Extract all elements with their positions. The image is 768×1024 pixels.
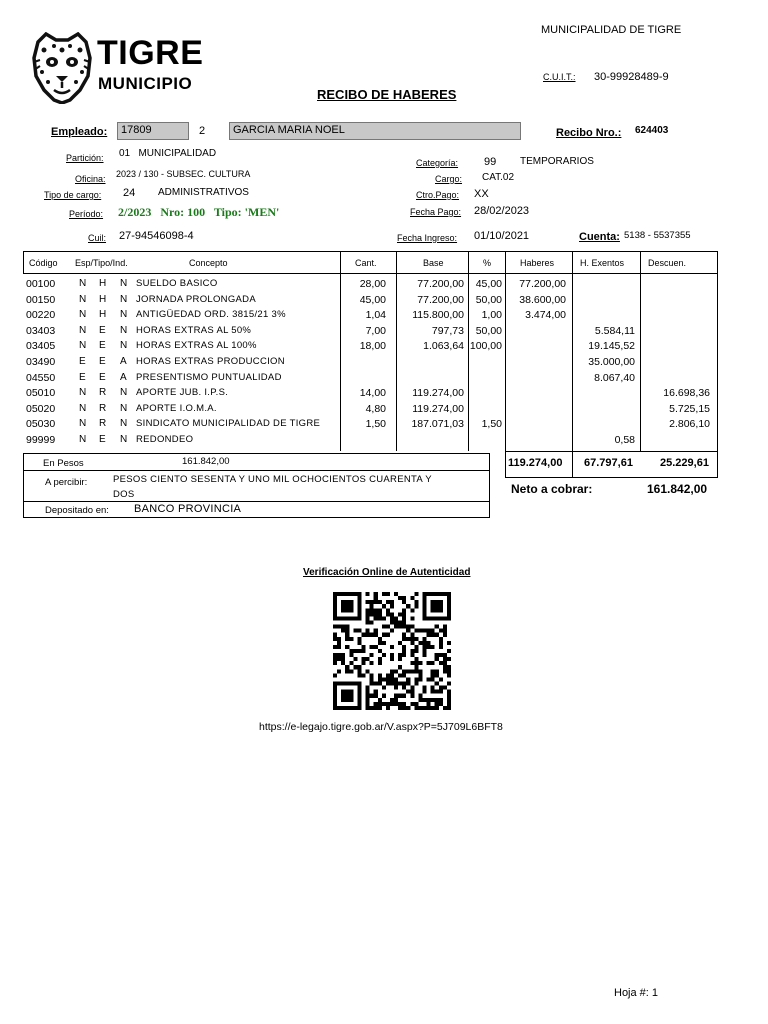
- ctro-pago-label: Ctro.Pago:: [416, 190, 460, 200]
- categoria-value: TEMPORARIOS: [520, 156, 594, 167]
- logo-title: TIGRE: [97, 34, 204, 72]
- particion-value: 01 MUNICIPALIDAD: [119, 148, 217, 159]
- cell-base: 119.274,00: [412, 402, 464, 415]
- municipality-name: MUNICIPALIDAD DE TIGRE: [541, 24, 682, 36]
- tipo-cargo-label: Tipo de cargo:: [44, 190, 102, 200]
- cell-concepto: PRESENTISMO PUNTUALIDAD: [136, 371, 282, 383]
- cell-codigo: 05030: [26, 418, 56, 431]
- oficina-label: Oficina:: [75, 174, 106, 184]
- cuit-label: C.U.I.T.:: [543, 72, 576, 82]
- cell-descuen: 16.698,36: [663, 387, 710, 400]
- cell-cant: 18,00: [359, 340, 386, 353]
- cell-cant: 14,00: [359, 387, 386, 400]
- cell-base: 115.800,00: [412, 309, 464, 322]
- cell-esp: E: [79, 356, 86, 367]
- a-percibir-label: A percibir:: [45, 477, 88, 488]
- cell-tipo: E: [99, 324, 106, 336]
- cell-tipo: R: [99, 402, 107, 414]
- en-pesos-value: 161.842,00: [182, 456, 230, 467]
- cell-cant: 28,00: [359, 278, 386, 290]
- cell-concepto: REDONDEO: [136, 434, 194, 445]
- logo-subtitle: MUNICIPIO: [98, 74, 193, 93]
- cell-cant: 1,04: [365, 309, 386, 322]
- cell-codigo: 04550: [26, 371, 56, 384]
- cell-esp: N: [79, 387, 87, 399]
- exentos-total: 67.797,61: [584, 457, 633, 469]
- cell-haberes: 38.600,00: [519, 293, 566, 306]
- empleado-label: Empleado:: [51, 126, 108, 138]
- cell-cant: 45,00: [359, 293, 386, 306]
- cell-ind: N: [120, 324, 128, 336]
- cell-ind: N: [120, 293, 128, 305]
- cell-concepto: HORAS EXTRAS PRODUCCION: [136, 356, 285, 367]
- empleado-name-box: GARCIA MARIA NOEL: [229, 122, 521, 140]
- cell-base: 1.063,64: [423, 340, 464, 353]
- cell-pct: 100,00: [469, 340, 502, 353]
- depositado-label: Depositado en:: [45, 505, 109, 516]
- cell-cant: 4,80: [365, 402, 386, 415]
- cell-exentos: 0,58: [614, 434, 635, 446]
- verification-title: Verificación Online de Autenticidad: [303, 567, 471, 578]
- fecha-ingreso-label: Fecha Ingreso:: [397, 233, 458, 243]
- cell-concepto: APORTE JUB. I.P.S.: [136, 387, 229, 399]
- cell-concepto: HORAS EXTRAS AL 50%: [136, 324, 252, 336]
- tipo-cargo-num: 24: [123, 187, 136, 199]
- cell-esp: N: [79, 340, 87, 352]
- document-title: RECIBO DE HABERES: [317, 87, 457, 102]
- cell-cant: 7,00: [365, 324, 386, 337]
- oficina-value: 2023 / 130 - SUBSEC. CULTURA: [116, 169, 251, 179]
- descuen-total: 25.229,61: [660, 457, 709, 469]
- col-header-concepto: Concepto: [189, 258, 228, 268]
- cell-esp: N: [79, 278, 87, 289]
- cuil-value: 27-94546098-4: [119, 230, 194, 242]
- tipo-cargo-value: ADMINISTRATIVOS: [158, 187, 249, 198]
- col-header-descuen: Descuen.: [648, 258, 687, 268]
- cell-exentos: 35.000,00: [588, 356, 635, 368]
- recibo-value: 624403: [635, 125, 669, 136]
- cell-ind: A: [120, 371, 127, 383]
- cell-tipo: H: [99, 278, 107, 289]
- cell-codigo: 00150: [26, 293, 56, 306]
- cell-codigo: 03405: [26, 340, 56, 353]
- cell-esp: N: [79, 434, 87, 445]
- cell-concepto: SUELDO BASICO: [136, 278, 218, 289]
- cuit-value: 30-99928489-9: [594, 71, 669, 83]
- cuenta-value: 5138 - 5537355: [624, 230, 691, 241]
- cell-descuen: 5.725,15: [669, 402, 710, 415]
- cell-tipo: E: [99, 356, 106, 367]
- cell-pct: 1,00: [481, 309, 502, 322]
- verification-url[interactable]: https://e-legajo.tigre.gob.ar/V.aspx?P=5J709L6BFT8: [259, 721, 503, 733]
- cell-tipo: E: [99, 340, 106, 352]
- cell-esp: N: [79, 309, 87, 321]
- cell-codigo: 05020: [26, 402, 56, 415]
- cuenta-label: Cuenta:: [579, 231, 620, 243]
- cell-esp: N: [79, 402, 87, 414]
- periodo-label: Período:: [69, 209, 104, 219]
- cell-pct: 50,00: [475, 293, 502, 306]
- tigre-logo: [30, 32, 204, 106]
- cell-ind: N: [120, 387, 128, 399]
- col-header-haberes: Haberes: [520, 258, 555, 268]
- fecha-ingreso-value: 01/10/2021: [474, 230, 530, 242]
- col-header-codigo: Código: [29, 258, 58, 268]
- recibo-label: Recibo Nro.:: [556, 127, 622, 139]
- cell-tipo: E: [99, 434, 106, 445]
- cell-ind: N: [120, 340, 128, 352]
- cell-cant: 1,50: [365, 418, 386, 431]
- jaguar-head-icon: [30, 32, 94, 104]
- cargo-value: CAT.02: [482, 172, 515, 183]
- particion-label: Partición:: [66, 153, 104, 163]
- en-pesos-label: En Pesos: [43, 458, 84, 469]
- haberes-total: 119.274,00: [508, 457, 563, 469]
- cell-base: 187.071,03: [411, 418, 464, 431]
- cargo-label: Cargo:: [435, 174, 463, 184]
- cell-ind: A: [120, 356, 127, 367]
- cell-esp: N: [79, 324, 87, 336]
- neto-label: Neto a cobrar:: [511, 482, 593, 496]
- cell-ind: N: [120, 402, 128, 414]
- empleado-number: 2: [199, 125, 206, 137]
- cell-exentos: 8.067,40: [594, 371, 635, 384]
- fecha-pago-value: 28/02/2023: [474, 205, 530, 217]
- cell-pct: 45,00: [475, 278, 502, 290]
- cell-haberes: 3.474,00: [525, 309, 566, 322]
- empleado-id-box: 17809: [117, 122, 189, 140]
- depositado-value: BANCO PROVINCIA: [134, 503, 242, 515]
- cell-esp: E: [79, 371, 86, 383]
- cell-codigo: 05010: [26, 387, 56, 400]
- cell-esp: N: [79, 293, 87, 305]
- periodo-value: 2/2023 Nro: 100 Tipo: 'MEN': [118, 205, 280, 219]
- cell-base: 797,73: [431, 324, 464, 337]
- cell-exentos: 19.145,52: [588, 340, 635, 353]
- neto-value: 161.842,00: [647, 482, 708, 496]
- cell-tipo: H: [99, 309, 107, 321]
- cell-tipo: E: [99, 371, 106, 383]
- cuil-label: Cuil:: [88, 233, 107, 243]
- a-percibir-line1: PESOS CIENTO SESENTA Y UNO MIL OCHOCIENTOS CUARENTA Y: [113, 474, 432, 485]
- cell-base: 119.274,00: [412, 387, 464, 400]
- categoria-label: Categoría:: [416, 158, 459, 168]
- col-header-base: Base: [423, 258, 444, 268]
- cell-ind: N: [120, 309, 128, 321]
- cell-tipo: R: [99, 387, 107, 399]
- col-header-esp-tipo-ind: Esp/Tipo/Ind.: [75, 258, 128, 268]
- cell-esp: N: [79, 418, 87, 430]
- cell-concepto: JORNADA PROLONGADA: [136, 293, 256, 305]
- cell-concepto: HORAS EXTRAS AL 100%: [136, 340, 257, 352]
- categoria-num: 99: [484, 156, 497, 168]
- a-percibir-line2: DOS: [113, 489, 135, 500]
- qr-code-icon[interactable]: [330, 592, 454, 710]
- cell-ind: N: [120, 418, 128, 430]
- cell-ind: N: [120, 434, 128, 445]
- page-number: Hoja #: 1: [614, 987, 659, 999]
- fecha-pago-label: Fecha Pago:: [410, 207, 462, 217]
- cell-haberes: 77.200,00: [519, 278, 566, 290]
- cell-tipo: R: [99, 418, 107, 430]
- cell-concepto: ANTIGÜEDAD ORD. 3815/21 3%: [136, 309, 286, 321]
- cell-exentos: 5.584,11: [594, 324, 635, 337]
- cell-ind: N: [120, 278, 128, 289]
- cell-concepto: SINDICATO MUNICIPALIDAD DE TIGRE: [136, 418, 321, 430]
- cell-pct: 1,50: [481, 418, 502, 431]
- cell-codigo: 03403: [26, 324, 56, 337]
- col-header-pct: %: [483, 258, 492, 268]
- cell-base: 77.200,00: [417, 293, 464, 306]
- cell-base: 77.200,00: [417, 278, 464, 290]
- cell-descuen: 2.806,10: [669, 418, 710, 431]
- col-header-exentos: H. Exentos: [580, 258, 625, 268]
- cell-codigo: 03490: [26, 356, 56, 368]
- ctro-pago-value: XX: [474, 188, 489, 200]
- cell-codigo: 99999: [26, 434, 56, 446]
- cell-pct: 50,00: [475, 324, 502, 337]
- cell-concepto: APORTE I.O.M.A.: [136, 402, 217, 414]
- col-header-cant: Cant.: [355, 258, 377, 268]
- cell-tipo: H: [99, 293, 107, 305]
- cell-codigo: 00100: [26, 278, 56, 290]
- cell-codigo: 00220: [26, 309, 56, 322]
